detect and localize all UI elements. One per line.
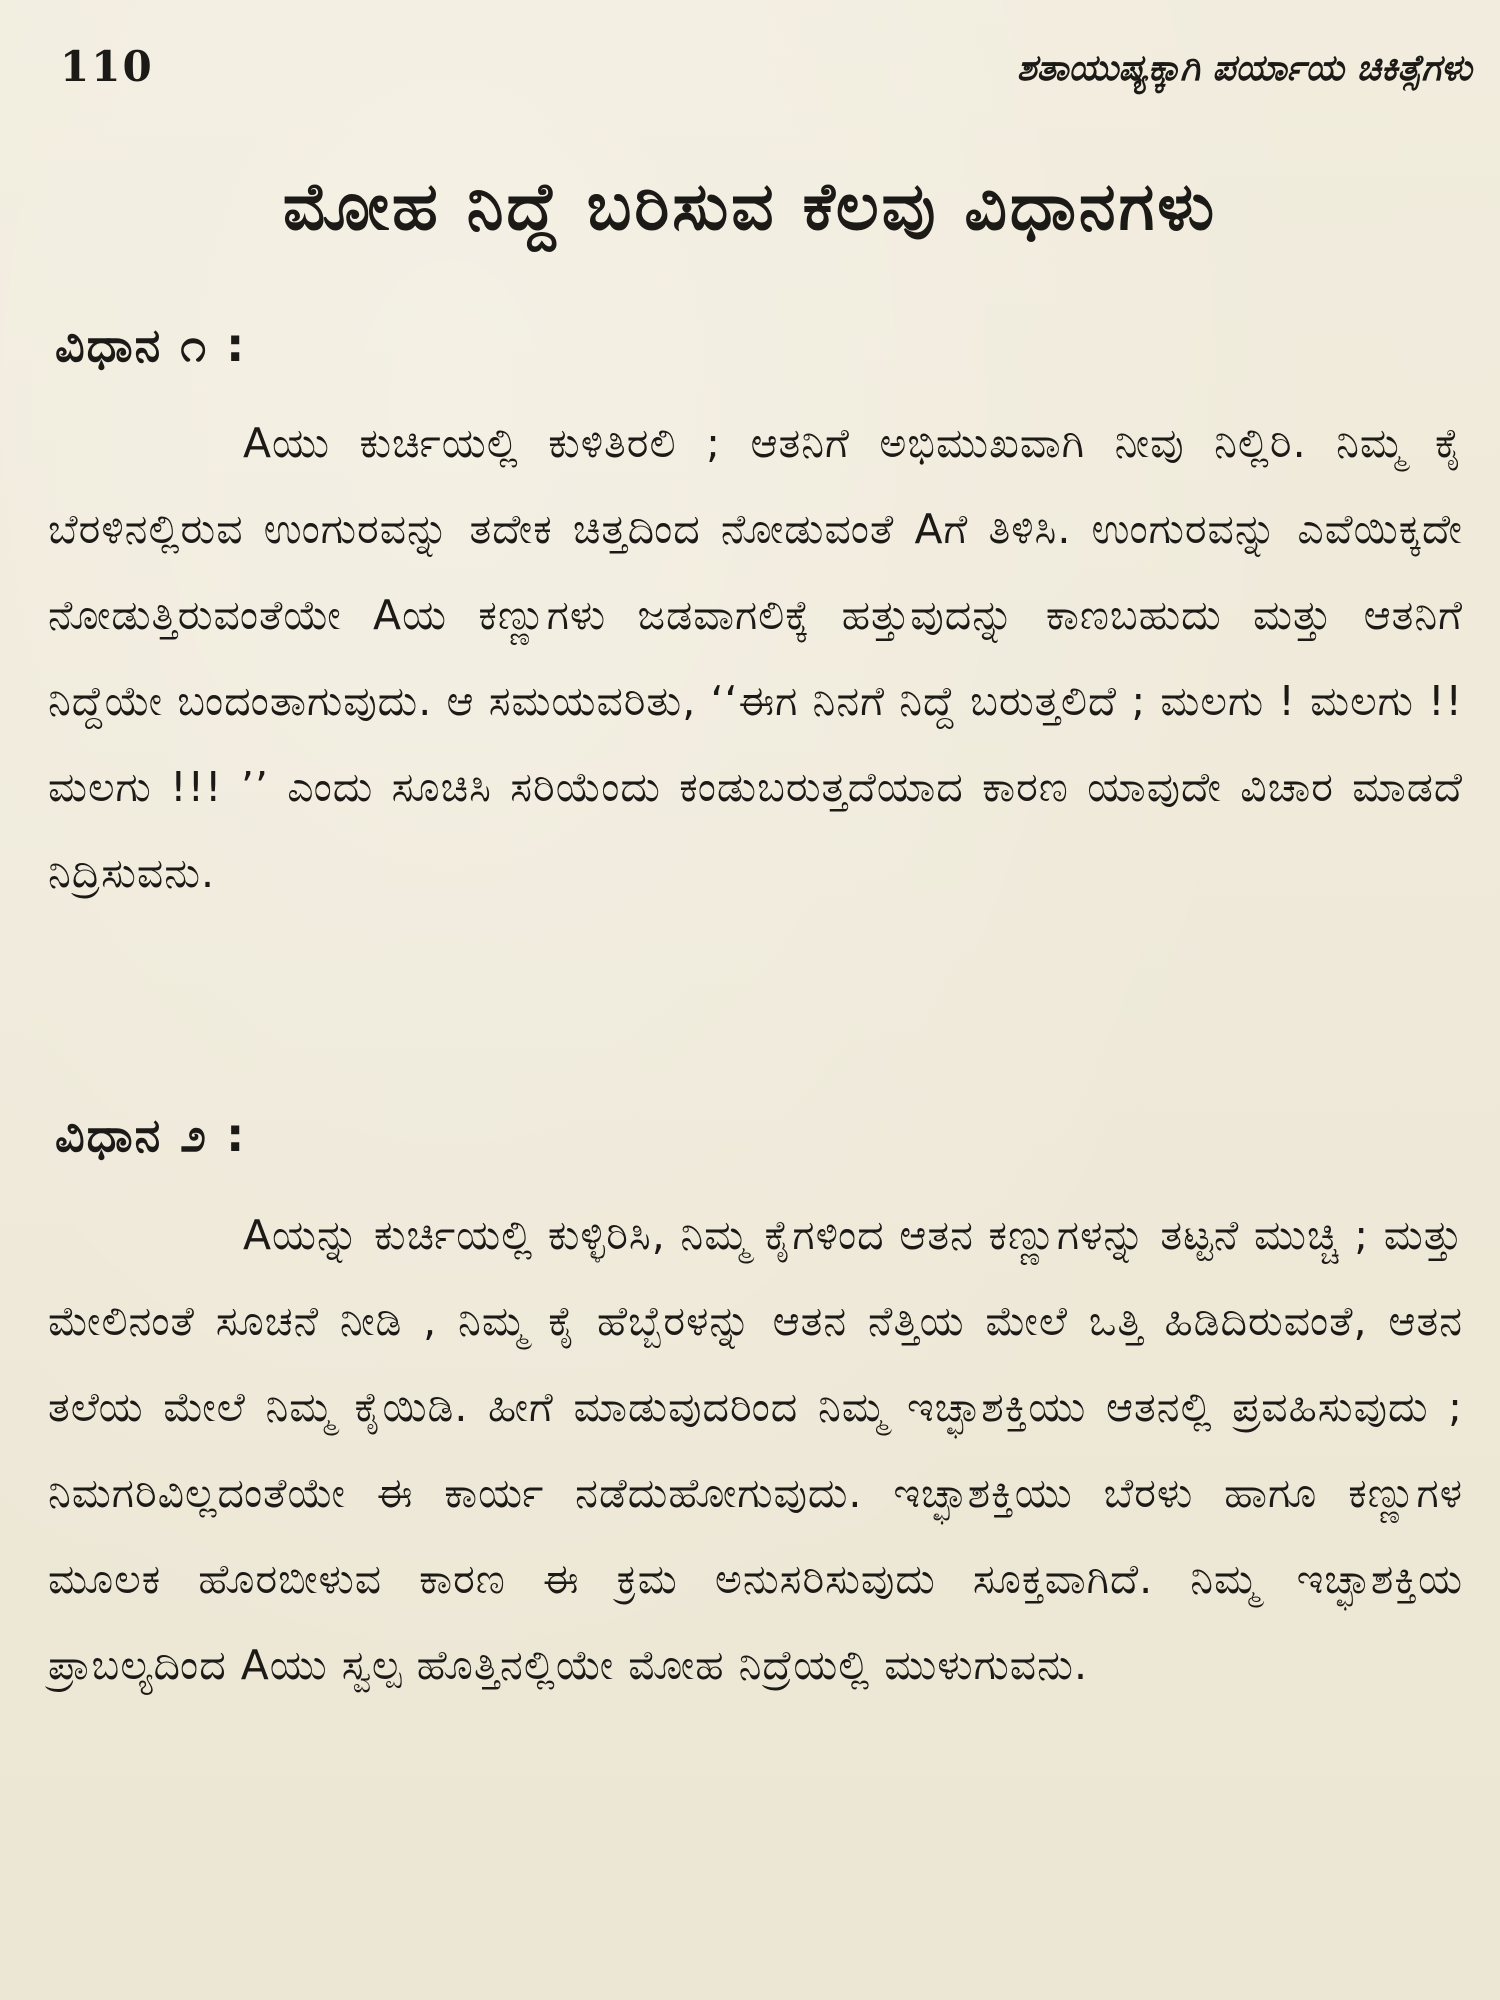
book-title: ಶತಾಯುಷ್ಯಕ್ಕಾಗಿ ಪರ್ಯಾಯ ಚಿಕಿತ್ಸೆಗಳು [1016,48,1472,89]
running-header [60,36,1472,106]
method-1-paragraph: Aಯು ಕುರ್ಚಿಯಲ್ಲಿ ಕುಳಿತಿರಲಿ ; ಆತನಿಗೆ ಅಭಿಮುಖವಾಗಿ ನೀವು ನಿಲ್ಲಿರಿ. ನಿಮ್ಮ ಕೈ ಬೆರಳಿನಲ್ಲಿರುವ ಉಂಗುರವನ್ನು ತದೇಕ ಚಿತ್ತದಿಂದ ನೋಡುವಂತೆ Aಗೆ ತಿಳಿಸಿ. ಉಂಗುರವನ್ನು ಎವೆಯಿಕ್ಕದೇ ನೋಡುತ್ತಿರುವಂತೆಯೇ Aಯ ಕಣ್ಣುಗಳು ಜಡವಾಗಲಿಕ್ಕೆ ಹತ್ತುವುದನ್ನು ಕಾಣಬಹುದು ಮತ್ತು ಆತನಿಗೆ ನಿದ್ದೆಯೇ ಬಂದಂತಾಗುವುದು. ಆ ಸಮಯವರಿತು, ‘‘ಈಗ ನಿನಗೆ ನಿದ್ದೆ ಬರುತ್ತಲಿದೆ ; ಮಲಗು ! ಮಲಗು !! ಮಲಗು !!! ’’ ಎಂದು ಸೂಚಿಸಿ ಸರಿಯೆಂದು ಕಂಡುಬರುತ್ತದೆಯಾದ ಕಾರಣ ಯಾವುದೇ ವಿಚಾರ ಮಾಡದೆ ನಿದ್ರಿಸುವನು. [48,419,1463,897]
page-number: 110 [60,42,154,91]
method-1-heading: ವಿಧಾನ ೧ : [55,318,247,372]
method-2-heading: ವಿಧಾನ ೨ : [55,1108,247,1162]
method-2-paragraph: Aಯನ್ನು ಕುರ್ಚಿಯಲ್ಲಿ ಕುಳ್ಳಿರಿಸಿ, ನಿಮ್ಮ ಕೈಗಳಿಂದ ಆತನ ಕಣ್ಣುಗಳನ್ನು ತಟ್ಟನೆ ಮುಚ್ಚಿ ; ಮತ್ತು ಮೇಲಿನಂತೆ ಸೂಚನೆ ನೀಡಿ , ನಿಮ್ಮ ಕೈ ಹೆಬ್ಬೆರಳನ್ನು ಆತನ ನೆತ್ತಿಯ ಮೇಲೆ ಒತ್ತಿ ಹಿಡಿದಿರುವಂತೆ, ಆತನ ತಲೆಯ ಮೇಲೆ ನಿಮ್ಮ ಕೈಯಿಡಿ. ಹೀಗೆ ಮಾಡುವುದರಿಂದ ನಿಮ್ಮ ಇಚ್ಛಾಶಕ್ತಿಯು ಆತನಲ್ಲಿ ಪ್ರವಹಿಸುವುದು ; ನಿಮಗರಿವಿಲ್ಲದಂತೆಯೇ ಈ ಕಾರ್ಯ ನಡೆದುಹೋಗುವುದು. ಇಚ್ಛಾಶಕ್ತಿಯು ಬೆರಳು ಹಾಗೂ ಕಣ್ಣುಗಳ ಮೂಲಕ ಹೊರಬೀಳುವ ಕಾರಣ ಈ ಕ್ರಮ ಅನುಸರಿಸುವುದು ಸೂಕ್ತವಾಗಿದೆ. ನಿಮ್ಮ ಇಚ್ಛಾಶಕ್ತಿಯ ಪ್ರಾಬಲ್ಯದಿಂದ Aಯು ಸ್ವಲ್ಪ ಹೊತ್ತಿನಲ್ಲಿಯೇ ಮೋಹ ನಿದ್ರೆಯಲ್ಲಿ ಮುಳುಗುವನು. [48,1211,1463,1689]
chapter-title: ಮೋಹ ನಿದ್ದೆ ಬರಿಸುವ ಕೆಲವು ವಿಧಾನಗಳು [282,168,1218,245]
